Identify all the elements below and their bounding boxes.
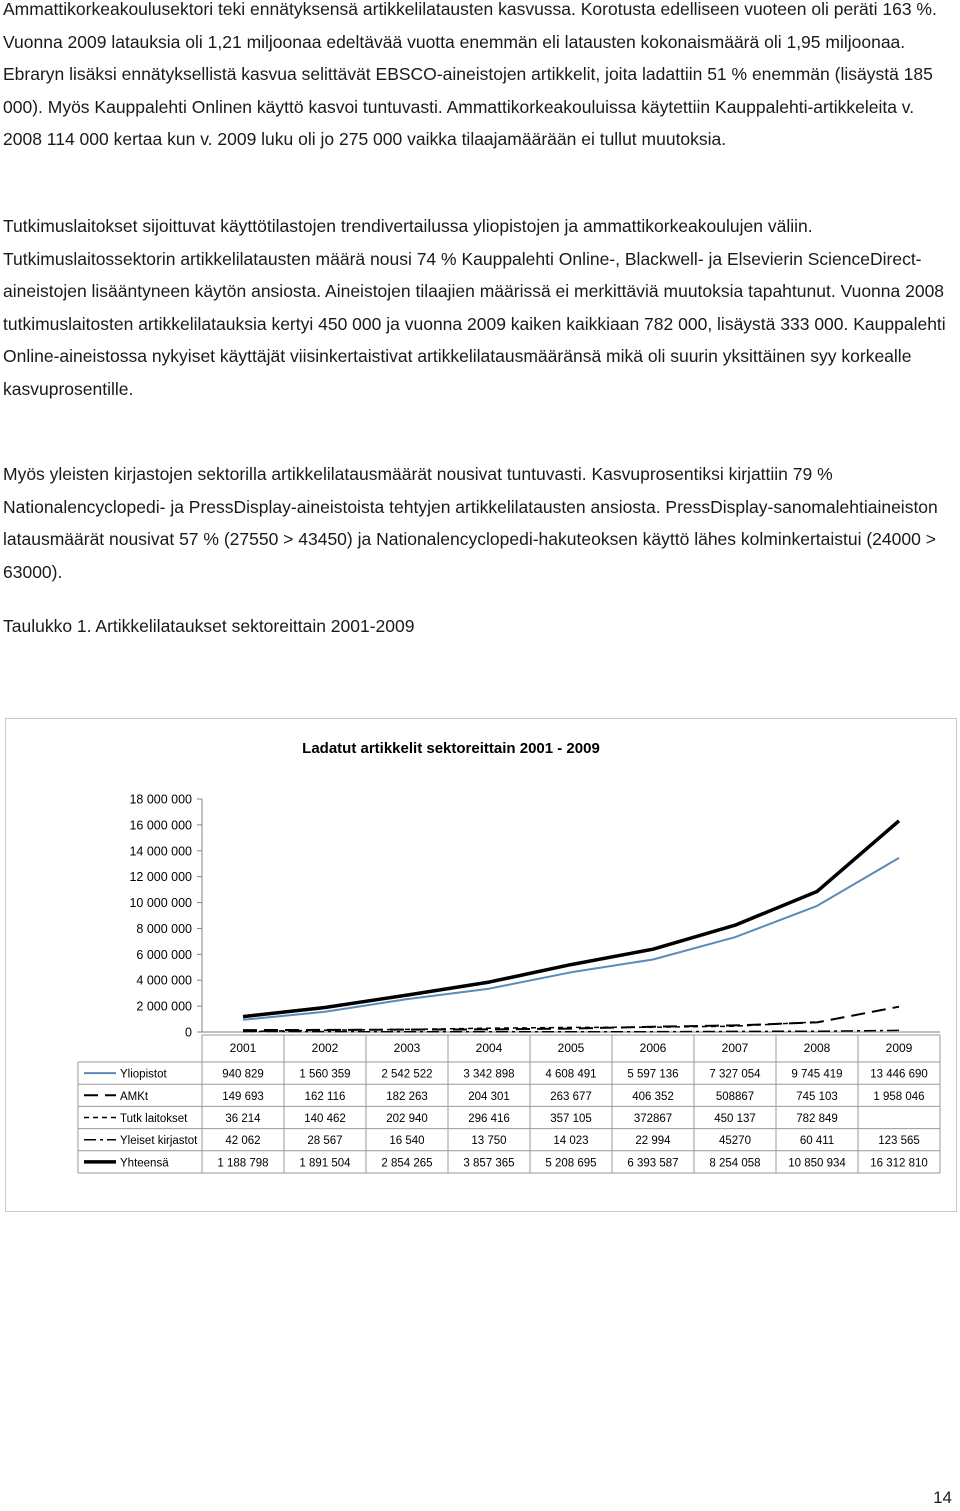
data-label: 5 597 136 — [627, 1068, 679, 1081]
data-label: 13 750 — [471, 1135, 507, 1148]
data-label: 14 023 — [553, 1135, 589, 1148]
chart-title: Ladatut artikkelit sektoreittain 2001 - 2009 — [302, 740, 600, 757]
x-tick-label: 2009 — [885, 1041, 913, 1055]
table-caption: Taulukko 1. Artikkelilataukset sektoreittain 2001-2009 — [3, 616, 415, 636]
y-tick-label: 0 — [185, 1025, 192, 1040]
data-label: 140 462 — [304, 1113, 346, 1125]
data-label: 36 214 — [225, 1113, 261, 1125]
data-label: 9 745 419 — [791, 1068, 843, 1081]
data-label: 4 608 491 — [545, 1068, 597, 1081]
y-tick-label: 8 000 000 — [136, 921, 192, 936]
series-line-3 — [243, 1030, 899, 1031]
y-tick-label: 10 000 000 — [129, 896, 192, 911]
legend-label: Yhteensä — [120, 1157, 169, 1170]
data-label: 202 940 — [386, 1113, 428, 1125]
data-label: 16 312 810 — [870, 1157, 928, 1170]
data-label: 372867 — [633, 1113, 673, 1125]
y-tick-label: 18 000 000 — [129, 792, 192, 807]
data-label: 296 416 — [468, 1113, 510, 1125]
x-tick-label: 2001 — [229, 1041, 257, 1055]
data-label: 28 567 — [307, 1135, 343, 1148]
chart-figure — [5, 718, 957, 1212]
legend-label: Yliopistot — [120, 1068, 167, 1081]
data-label: 5 208 695 — [545, 1157, 597, 1170]
data-label: 450 137 — [714, 1113, 756, 1125]
y-tick-label: 4 000 000 — [136, 973, 192, 988]
data-label: 60 411 — [799, 1135, 835, 1148]
x-tick-label: 2007 — [721, 1041, 749, 1055]
x-tick-label: 2008 — [803, 1041, 831, 1055]
paragraph-yleiset-kirjastot: Myös yleisten kirjastojen sektorilla artikkelilatausmäärät nousivat tuntuvasti. Kasvuprosentiksi kirjattiin 79 % Nationalencyclopedi- ja PressDisplay-aineistoista tehtyjen artikkelilatausten ansiosta. PressDisplay-sanomalehtiaineiston latausmäärät nousivat 57 % (27550 > 43450) ja Nationalencyclopedi-hakuteoksen käyttö lähes kolminkertaistui (24000 > 63000). — [3, 464, 938, 582]
data-label: 42 062 — [225, 1135, 261, 1148]
data-label: 16 540 — [389, 1135, 425, 1148]
x-tick-label: 2006 — [639, 1041, 667, 1055]
x-tick-label: 2005 — [557, 1041, 585, 1055]
data-label: 2 542 522 — [381, 1068, 433, 1081]
series-line-4 — [243, 821, 899, 1017]
y-tick-label: 6 000 000 — [136, 947, 192, 962]
data-label: 357 105 — [550, 1113, 592, 1125]
data-label: 13 446 690 — [870, 1068, 928, 1081]
paragraph-tutkimuslaitokset: Tutkimuslaitokset sijoittuvat käyttötilastojen trendivertailussa yliopistojen ja ammattikorkeakoulujen väliin. Tutkimuslaitossektorin artikkelilatausten määrä nousi 74 % Kauppalehti Online-, Blackwell- ja Elsevierin ScienceDirect-aineistojen lisääntyneen käytön ansiosta. Aineistojen tilaajien määrissä ei merkittäviä muutoksia tapahtunut. Vuonna 2008 tutkimuslaitosten artikkelilatauksia kertyi 450 000 ja vuonna 2009 kaiken kaikkiaan 782 000, lisäystä 333 000. Kauppalehti Online-aineistossa nykyiset käyttäjät viisinkertaistivat artikkelilatausmääränsä mikä oli suurin yksittäinen syy korkealle kasvuprosentille. — [3, 216, 946, 399]
x-tick-label: 2002 — [311, 1041, 339, 1055]
data-label: 45270 — [719, 1135, 751, 1148]
x-tick-label: 2004 — [475, 1041, 503, 1055]
data-label: 8 254 058 — [709, 1157, 761, 1170]
data-label: 6 393 587 — [627, 1157, 679, 1170]
data-label: 940 829 — [222, 1068, 264, 1081]
page-number: 14 — [933, 1488, 952, 1507]
legend-label: AMKt — [120, 1090, 149, 1103]
data-label: 2 854 265 — [381, 1157, 433, 1170]
data-label: 1 188 798 — [217, 1157, 269, 1170]
data-label: 3 342 898 — [463, 1068, 515, 1081]
data-label: 1 958 046 — [873, 1090, 925, 1103]
data-label: 204 301 — [468, 1090, 510, 1103]
data-label: 1 560 359 — [299, 1068, 351, 1081]
data-label: 149 693 — [222, 1090, 264, 1103]
data-label: 263 677 — [550, 1090, 592, 1103]
data-label: 123 565 — [878, 1135, 920, 1148]
y-tick-label: 12 000 000 — [129, 870, 192, 885]
data-label: 508867 — [715, 1090, 755, 1103]
line-chart — [6, 719, 956, 1211]
paragraph-amk: Ammattikorkeakoulusektori teki ennätyksensä artikkelilatausten kasvussa. Korotusta edelliseen vuoteen oli peräti 163 %. Vuonna 2009 latauksia oli 1,21 miljoonaa edeltävää vuotta enemmän eli latausten kokonaismäärä oli 1,95 miljoonaa. Ebraryn lisäksi ennätyksellistä kasvua selittävät EBSCO-aineistojen artikkelit, joita ladattiin 51 % enemmän (lisäystä 185 000). Myös Kauppalehti Onlinen käyttö kasvoi tuntuvasti. Ammattikorkeakouluissa käytettiin Kauppalehti-artikkeleita v. 2008 114 000 kertaa kun v. 2009 luku oli jo 275 000 vaikka tilaajamäärään ei tullut muutoksia. — [3, 0, 937, 149]
data-label: 10 850 934 — [788, 1157, 846, 1170]
data-label: 406 352 — [632, 1090, 674, 1103]
data-label: 162 116 — [304, 1090, 346, 1103]
data-label: 22 994 — [635, 1135, 671, 1148]
data-label: 182 263 — [386, 1090, 428, 1103]
series-line-0 — [243, 858, 899, 1020]
legend-label: Tutk laitokset — [120, 1113, 188, 1125]
data-label: 7 327 054 — [709, 1068, 761, 1081]
x-tick-label: 2003 — [393, 1041, 421, 1055]
legend-label: Yleiset kirjastot — [120, 1135, 198, 1148]
y-tick-label: 16 000 000 — [129, 818, 192, 833]
data-label: 3 857 365 — [463, 1157, 515, 1170]
y-tick-label: 14 000 000 — [129, 844, 192, 859]
y-tick-label: 2 000 000 — [136, 999, 192, 1014]
data-label: 1 891 504 — [299, 1157, 351, 1170]
data-label: 782 849 — [796, 1113, 838, 1125]
data-label: 745 103 — [796, 1090, 838, 1103]
